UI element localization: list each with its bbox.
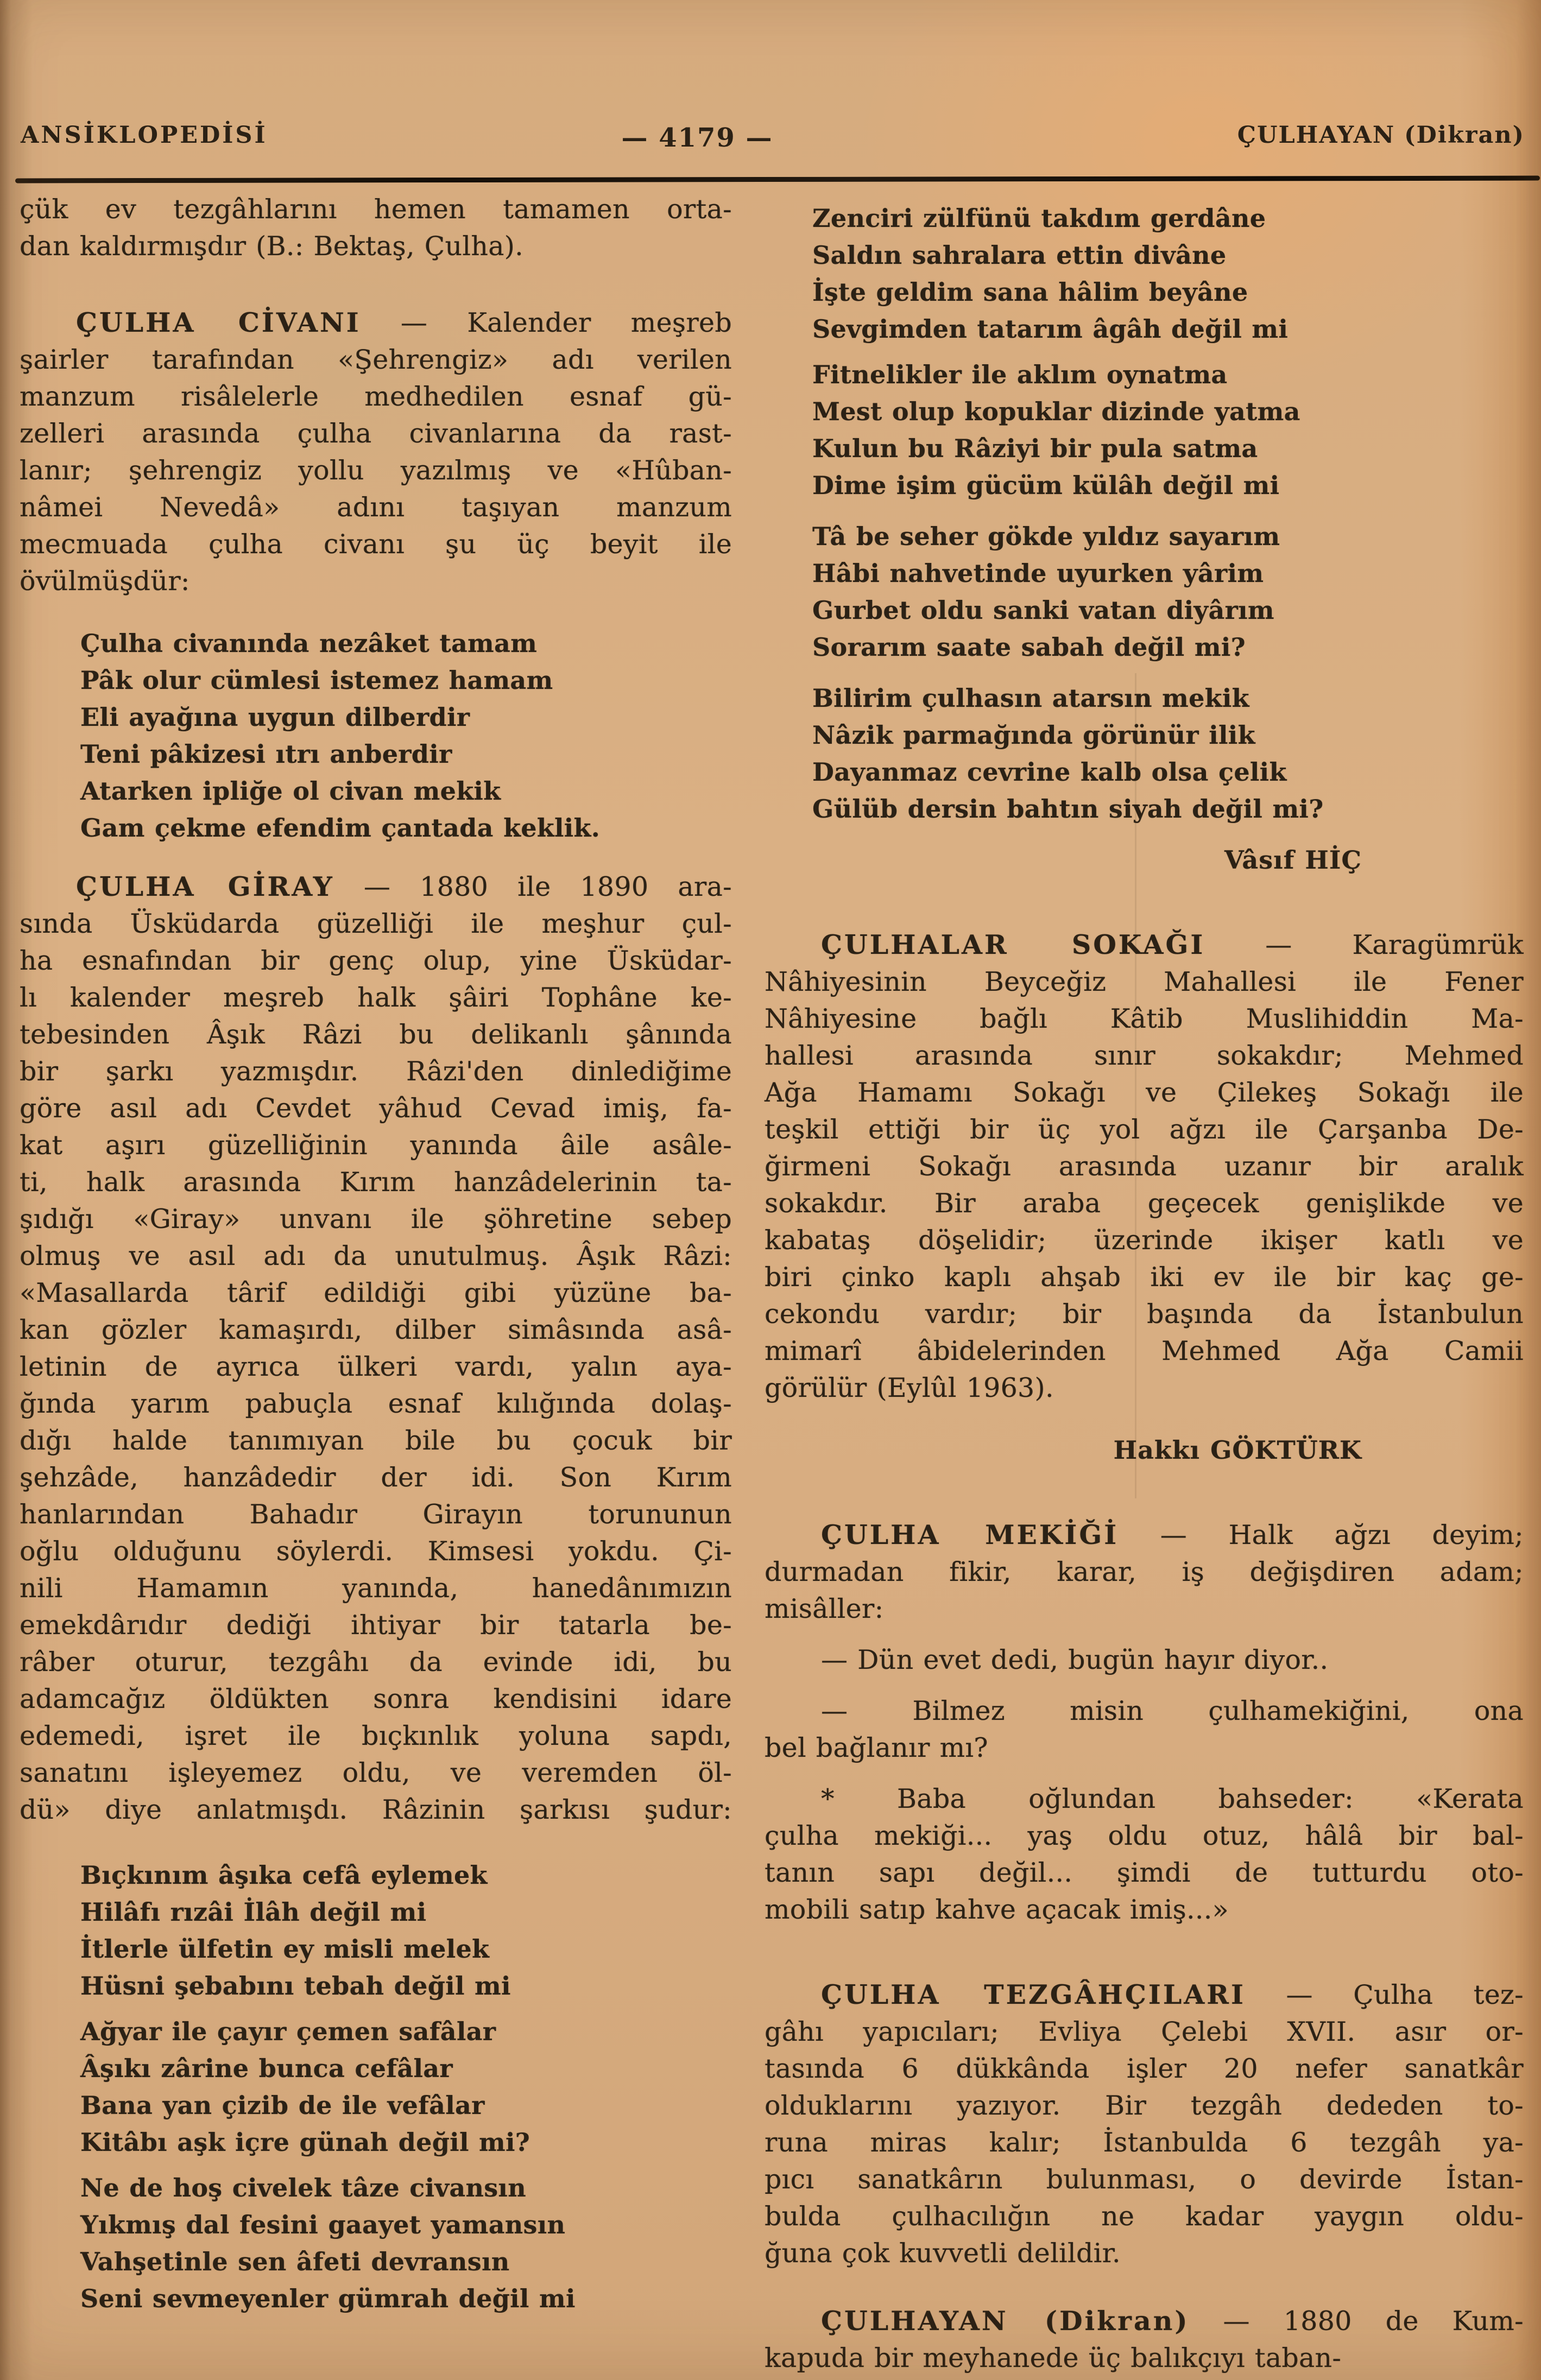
header-publication-title: ANSİKLOPEDİSİ — [21, 122, 268, 149]
text-line: kabataş döşelidir; üzerinde ikişer katlı ve — [765, 1225, 1524, 1256]
text-line: kapuda bir meyhanede üç balıkçıyı taban- — [765, 2343, 1342, 2373]
text-line: Saldın sahralara ettin divâne — [812, 240, 1227, 270]
text-line: nili Hamamın yanında, hanedânımızın — [20, 1573, 732, 1604]
poem-stanza — [765, 356, 1524, 504]
text-line: zelleri arasında çulha civanlarına da rast- — [20, 418, 732, 449]
poem-stanza — [20, 2013, 732, 2161]
text-line: Vahşetinle sen âfeti devransın — [80, 2247, 510, 2276]
text-line: edemedi, işret ile bıçkınlık yoluna sapdı, — [20, 1720, 732, 1751]
text-line: «Masallarda târif edildiği gibi yüzüne ba- — [20, 1277, 732, 1308]
text-line: bir şarkı yazmışdır. Râzi'den dinlediğime — [20, 1056, 732, 1087]
text-line: hanlarından Bahadır Girayın torununun — [20, 1499, 732, 1530]
article-culha-mekigi — [765, 1516, 1524, 1628]
poem-stanza — [20, 1857, 732, 2004]
poem-stanza — [20, 2169, 732, 2317]
text-line: çulha mekiği... yaş oldu otuz, hâlâ bir bal- — [765, 1820, 1524, 1851]
text-line: mobili satıp kahve açacak imiş...» — [765, 1894, 1229, 1925]
text-line: şıdığı «Giray» unvanı ile şöhretine sebep — [20, 1204, 732, 1235]
dialogue-example — [765, 1693, 1524, 1767]
text-line: kat aşırı güzelliğinin yanında âile asâle- — [20, 1130, 732, 1161]
text-line: Bana yan çizib de ile vefâlar — [80, 2091, 485, 2120]
text-line: sokakdır. Bir araba geçecek genişlikde ve — [765, 1188, 1524, 1219]
text-line: oğlu olduğunu söylerdi. Kimsesi yokdu. Çi- — [20, 1536, 732, 1567]
text-line: — Bilmez misin çulhamekiğini, ona — [821, 1695, 1524, 1726]
text-line: pıcı sanatkârın bulunması, o devirde İstan- — [765, 2164, 1524, 2195]
article-culha-tezgahcilari — [765, 1976, 1524, 2272]
text-line: manzum risâlelerle medhedilen esnaf gü- — [20, 381, 732, 412]
text-line: Seni sevmeyenler gümrah değil mi — [80, 2284, 576, 2313]
text-line: Hilâfı rızâi İlâh değil mi — [80, 1897, 427, 1927]
text-line: lı kalender meşreb halk şâiri Tophâne ke- — [20, 982, 732, 1013]
text-line: Tâ be seher gökde yıldız sayarım — [812, 522, 1280, 551]
text-line: hallesi arasında sınır sokakdır; Mehmed — [765, 1040, 1524, 1071]
text-line: cekondu vardır; bir başında da İstanbulun — [765, 1299, 1524, 1330]
text-line: Kulun bu Râziyi bir pula satma — [812, 434, 1258, 463]
text-line: Dayanmaz cevrine kalb olsa çelik — [812, 757, 1287, 787]
text-line: Hâbi nahvetinde uyurken yârim — [812, 559, 1264, 588]
text-line: runa miras kalır; İstanbulda 6 tezgâh ya- — [765, 2127, 1524, 2158]
entry-heading: ÇULHA GİRAY — [76, 871, 334, 902]
author-signature: Hakkı GÖKTÜRK — [1113, 1435, 1362, 1465]
paragraph-continuation — [20, 191, 732, 265]
text-line: ÇULHA GİRAY — 1880 ile 1890 ara- — [76, 871, 732, 902]
text-line: — Dün evet dedi, bugün hayır diyor.. — [821, 1644, 1329, 1675]
text-line: nâmei Nevedâ» adını taşıyan manzum — [20, 492, 732, 523]
text-line: ha esnafından bir genç olup, yine Üsküdar- — [20, 945, 732, 976]
text-line: göre asıl adı Cevdet yâhud Cevad imiş, fa- — [20, 1093, 732, 1124]
text-line: övülmüşdür: — [20, 566, 190, 597]
text-line: Gam çekme efendim çantada keklik. — [80, 813, 601, 843]
text-line: İşte geldim sana hâlim beyâne — [812, 277, 1248, 307]
text-line: sında Üsküdarda güzelliği ile meşhur çul- — [20, 908, 732, 939]
text-line: adamcağız öldükten sonra kendisini idare — [20, 1683, 732, 1714]
text-line: ÇULHA TEZGÂHÇILARI — Çulha tez- — [821, 1979, 1524, 2010]
text-line: ÇULHA MEKİĞİ — Halk ağzı deyim; — [821, 1519, 1524, 1550]
text-line: Sevgimden tatarım âgâh değil mi — [812, 314, 1289, 344]
article-culhalar-sokagi — [765, 926, 1524, 1407]
text-line: durmadan fikir, karar, iş değişdiren adam; — [765, 1556, 1524, 1587]
text-line: Gülüb dersin bahtın siyah değil mi? — [812, 794, 1324, 824]
text-line: ÇULHA CİVANI — Kalender meşreb — [76, 307, 732, 338]
poem-stanza — [765, 200, 1524, 347]
text-line: teşkil ettiği bir üç yol ağzı ile Çarşanba De- — [765, 1114, 1524, 1145]
text-line: Nâhiyesinin Beyceğiz Mahallesi ile Fener — [765, 966, 1524, 997]
header-page-number: — 4179 — — [621, 123, 773, 153]
poem-stanza — [20, 625, 732, 846]
text-line: Bilirim çulhasın atarsın mekik — [812, 683, 1249, 713]
text-line: Ağa Hamamı Sokağı ve Çilekeş Sokağı ile — [765, 1077, 1524, 1108]
text-line: Kitâbı aşk içre günah değil mi? — [80, 2128, 530, 2157]
text-line: Teni pâkizesi ıtrı anberdir — [80, 739, 452, 769]
text-line: Nâhiyesine bağlı Kâtib Muslihiddin Ma- — [765, 1003, 1524, 1034]
text-line: Çulha civanında nezâket tamam — [80, 629, 538, 658]
text-line: emekdârıdır dediği ihtiyar bir tatarla be- — [20, 1610, 732, 1641]
text-line: Sorarım saate sabah değil mi? — [812, 632, 1246, 662]
text-line: dü» diye anlatmışdı. Râzinin şarkısı şudur: — [20, 1794, 732, 1825]
text-line: misâller: — [765, 1593, 884, 1624]
article-culhayan-dikran — [765, 2302, 1524, 2377]
text-line: Eli ayağına uygun dilberdir — [80, 702, 470, 732]
entry-heading: ÇULHAYAN (Dikran) — [821, 2305, 1190, 2337]
text-line: * Baba oğlundan bahseder: «Kerata — [821, 1783, 1524, 1814]
article-culha-civani — [20, 304, 732, 600]
text-line: olmuş ve asıl adı da unutulmuş. Âşık Râzi: — [20, 1240, 732, 1271]
text-line: kan gözler kamaşırdı, dilber simâsında asâ- — [20, 1314, 732, 1345]
text-line: tebesinden Âşık Râzi bu delikanlı şânında — [20, 1019, 732, 1050]
text-line: ğında yarım pabuçla esnaf kılığında dolaş- — [20, 1388, 732, 1419]
text-line: Fitnelikler ile aklım oynatma — [812, 360, 1228, 389]
text-line: biri çinko kaplı ahşab iki ev ile bir kaç ge- — [765, 1262, 1524, 1293]
dialogue-example — [765, 1781, 1524, 1928]
text-line: ğuna çok kuvvetli delildir. — [765, 2238, 1121, 2269]
entry-heading: ÇULHA TEZGÂHÇILARI — [821, 1979, 1246, 2010]
text-line: dığı halde tanımıyan bile bu çocuk bir — [20, 1425, 732, 1456]
text-line: letinin de ayrıca ülkeri vardı, yalın aya- — [20, 1351, 732, 1382]
dialogue-example — [765, 1642, 1524, 1679]
header-entry-title: ÇULHAYAN (Dikran) — [1237, 122, 1525, 149]
text-line: dan kaldırmışdır (B.: Bektaş, Çulha). — [20, 231, 524, 262]
text-line: olduklarını yazıyor. Bir tezgâh dededen to- — [765, 2090, 1524, 2121]
text-line: Zenciri zülfünü takdım gerdâne — [812, 204, 1266, 233]
text-line: Nâzik parmağında görünür ilik — [812, 720, 1255, 750]
text-line: mecmuada çulha civanı şu üç beyit ile — [20, 529, 732, 560]
text-line: ti, halk arasında Kırım hanzâdelerinin ta- — [20, 1167, 732, 1198]
text-line: Ağyar ile çayır çemen safâlar — [80, 2017, 496, 2046]
text-line: ğirmeni Sokağı arasında uzanır bir aralık — [765, 1151, 1524, 1182]
article-culha-giray — [20, 868, 732, 1828]
text-line: Dime işim gücüm külâh değil mi — [812, 471, 1280, 500]
text-line: Gurbet oldu sanki vatan diyârım — [812, 596, 1274, 625]
text-line: bulda çulhacılığın ne kadar yaygın oldu- — [765, 2201, 1524, 2232]
text-line: mimarî âbidelerinden Mehmed Ağa Camii — [765, 1335, 1524, 1366]
entry-heading: ÇULHALAR SOKAĞI — [821, 929, 1205, 960]
text-line: İtlerle ülfetin ey misli melek — [80, 1934, 490, 1964]
text-line: tanın sapı değil... şimdi de tutturdu oto- — [765, 1857, 1524, 1888]
text-line: tasında 6 dükkânda işler 20 nefer sanatkâr — [765, 2053, 1524, 2084]
text-line: lanır; şehrengiz yollu yazılmış ve «Hûban- — [20, 455, 732, 486]
text-line: Ne de hoş civelek tâze civansın — [80, 2173, 526, 2202]
entry-heading: ÇULHA MEKİĞİ — [821, 1519, 1119, 1550]
text-line: şehzâde, hanzâdedir der idi. Son Kırım — [20, 1462, 732, 1493]
text-line: bel bağlanır mı? — [765, 1732, 988, 1763]
text-line: Mest olup kopuklar dizinde yatma — [812, 397, 1300, 426]
author-signature: Vâsıf HİÇ — [1224, 845, 1362, 875]
text-line: ÇULHAYAN (Dikran) — 1880 de Kum- — [821, 2305, 1524, 2337]
text-line: şairler tarafından «Şehrengiz» adı verilen — [20, 344, 732, 375]
poem-stanza — [765, 518, 1524, 666]
text-line: Âşıkı zârine bunca cefâlar — [80, 2054, 453, 2083]
text-line: Hüsni şebabını tebah değil mi — [80, 1971, 511, 2001]
header-divider-rule — [15, 176, 1540, 183]
entry-heading: ÇULHA CİVANI — [76, 307, 361, 338]
text-line: ÇULHALAR SOKAĞI — Karagümrük — [821, 929, 1524, 960]
text-line: Yıkmış dal fesini gaayet yamansın — [80, 2210, 566, 2239]
text-line: Bıçkınım âşıka cefâ eylemek — [80, 1860, 488, 1890]
poem-stanza — [765, 680, 1524, 827]
text-line: râber oturur, tezgâhı da evinde idi, bu — [20, 1647, 732, 1678]
text-line: Pâk olur cümlesi istemez hamam — [80, 666, 553, 695]
text-line: gâhı yapıcıları; Evliya Çelebi XVII. asır or- — [765, 2016, 1524, 2047]
text-line: Atarken ipliğe ol civan mekik — [80, 776, 501, 806]
left-column — [20, 191, 732, 2317]
text-line: çük ev tezgâhlarını hemen tamamen orta- — [20, 194, 732, 225]
right-column — [765, 191, 1524, 2377]
text-line: sanatını işleyemez oldu, ve veremden öl- — [20, 1757, 732, 1788]
text-line: görülür (Eylûl 1963). — [765, 1372, 1054, 1403]
